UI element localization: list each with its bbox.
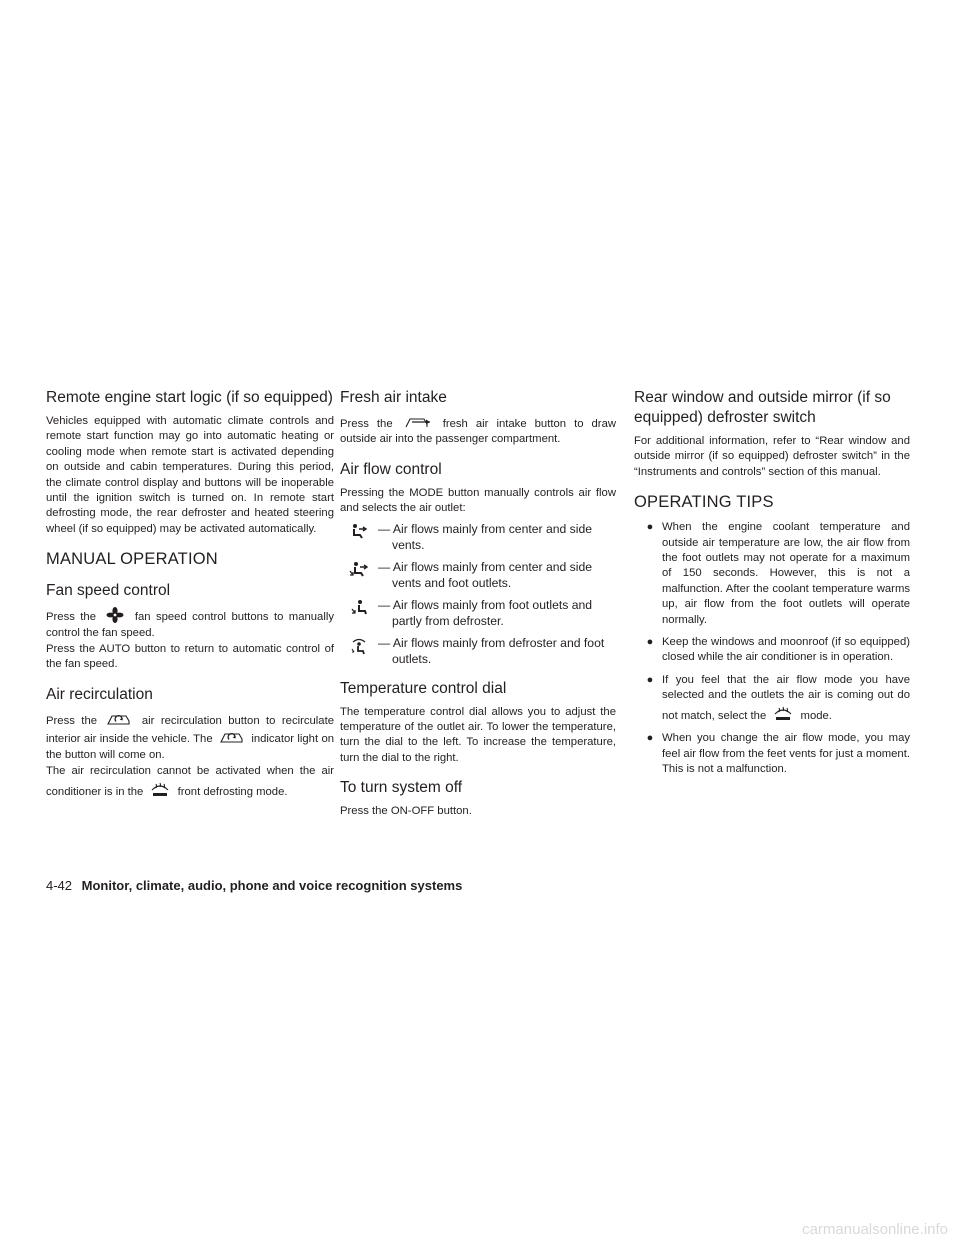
air-flow-item-text: — Air flows mainly from center and side vents.	[378, 521, 593, 552]
list-item	[340, 559, 616, 591]
list-item	[634, 635, 910, 666]
page-number: 4-42	[46, 878, 73, 893]
bi-level-mode-icon	[340, 559, 378, 577]
air-flow-list	[340, 521, 616, 667]
system-off-heading: To turn system off	[340, 779, 463, 797]
watermark: carmanualsonline.info	[802, 1221, 948, 1238]
text-run: If you feel that the air flow mode you have selected and the outlets the air is coming out do not match, select the	[662, 673, 910, 722]
air-flow-item-text: — Air flows mainly from foot outlets and partly from defroster.	[378, 597, 593, 628]
text-run: air recirculation button to recirculate interior air inside the vehicle. The	[46, 714, 335, 746]
foot-mode-icon	[340, 597, 378, 615]
operating-tips-list	[634, 520, 910, 777]
system-off-text: Press the ON-OFF button.	[340, 805, 472, 818]
bullet-icon: ●	[646, 673, 654, 686]
remote-start-heading: Remote engine start logic (if so equipped)	[46, 389, 333, 406]
page-footer	[46, 878, 462, 893]
fan-auto-text: Press the AUTO button to return to automatic control of the fan speed.	[46, 643, 334, 671]
text-run: fresh air intake button to draw outside air into the passenger compartment.	[340, 418, 617, 446]
text-run: The air recirculation cannot be activated when the air conditioner is in the	[46, 765, 334, 798]
text-run: Press the	[46, 611, 96, 624]
text-run: Press the	[46, 714, 98, 727]
fan-icon	[104, 607, 126, 623]
text-run: indicator light on the button will come on.	[46, 733, 335, 761]
air-flow-heading: Air flow control	[340, 460, 442, 478]
text-run: front defrosting mode.	[177, 785, 288, 798]
remote-start-text: Vehicles equipped with automatic climate controls and remote start function may go into automatic heating or cooling mode when remote start is activated depending on outside and cabin temperatures. During this period, the climate control display and buttons will be inoperable until the ignition switch is turned on. In remote start defrosting mode, the rear defroster and heated steering wheel (if so equipped) may be activated automatically.	[46, 415, 334, 535]
tip-text: When the engine coolant temperature and outside air temperature are low, the air flow from the foot outlets may not operate for a maximum of 150 seconds. However, this is not a malfunction. After the coolant temperature warms up, air flow from the foot outlets will operate normally.	[662, 521, 910, 626]
air-flow-intro: Pressing the MODE button manually controls air flow and selects the air outlet:	[340, 486, 616, 515]
text-run: fan speed control buttons to manually control the fan speed.	[46, 611, 334, 639]
operating-tips-heading: OPERATING TIPS	[634, 493, 774, 512]
temperature-dial-heading: Temperature control dial	[340, 679, 507, 697]
fresh-air-icon	[404, 414, 432, 430]
column-left	[46, 388, 334, 800]
recirculation-defrost-text	[46, 764, 334, 800]
tip-text: When you change the air flow mode, you may feel air flow from the feet vents for just a moment. This is not a malfunction.	[662, 732, 910, 775]
defrost-foot-mode-icon	[340, 635, 378, 655]
section-title: Monitor, climate, audio, phone and voice recognition systems	[81, 878, 463, 893]
list-item	[634, 731, 910, 777]
text-run: Press the	[340, 418, 393, 430]
list-item	[634, 520, 910, 628]
list-item	[340, 597, 616, 629]
front-defrost-icon	[772, 704, 794, 722]
column-right	[634, 388, 910, 784]
recirculation-text	[46, 711, 334, 763]
fan-speed-text	[46, 607, 334, 641]
fan-speed-heading: Fan speed control	[46, 582, 171, 600]
rear-defroster-heading: Rear window and outside mirror (if so equipped) defroster switch	[634, 389, 891, 426]
air-flow-item-text: — Air flows mainly from defroster and foot outlets.	[378, 635, 605, 666]
list-item	[634, 673, 910, 724]
manual-operation-heading: MANUAL OPERATION	[46, 550, 218, 569]
tip-text	[662, 673, 910, 724]
recirculation-icon	[219, 729, 245, 745]
vent-mode-icon	[340, 521, 378, 539]
air-recirculation-heading: Air recirculation	[46, 685, 153, 703]
list-item	[340, 635, 616, 667]
fresh-air-text	[340, 414, 616, 448]
air-flow-item-text: — Air flows mainly from center and side vents and foot outlets.	[378, 559, 593, 590]
fresh-air-heading: Fresh air intake	[340, 389, 447, 406]
recirculation-icon	[106, 711, 132, 727]
list-item	[340, 521, 616, 553]
tip-text: Keep the windows and moonroof (if so equipped) closed while the air conditioner is in operation.	[662, 636, 910, 664]
rear-defroster-text: For additional information, refer to “Rear window and outside mirror (if so equipped) defroster switch” in the “Instruments and controls” section of this manual.	[634, 435, 910, 478]
column-middle	[340, 388, 616, 820]
temperature-dial-text: The temperature control dial allows you to adjust the temperature of the outlet air. To lower the temperature, turn the dial to the left. To increase the temperature, turn the dial to the right.	[340, 705, 616, 764]
text-run: mode.	[800, 709, 832, 722]
bullet-icon: ●	[646, 521, 654, 534]
bullet-icon: ●	[646, 636, 654, 649]
bullet-icon: ●	[646, 732, 654, 745]
front-defrost-icon	[149, 780, 171, 798]
